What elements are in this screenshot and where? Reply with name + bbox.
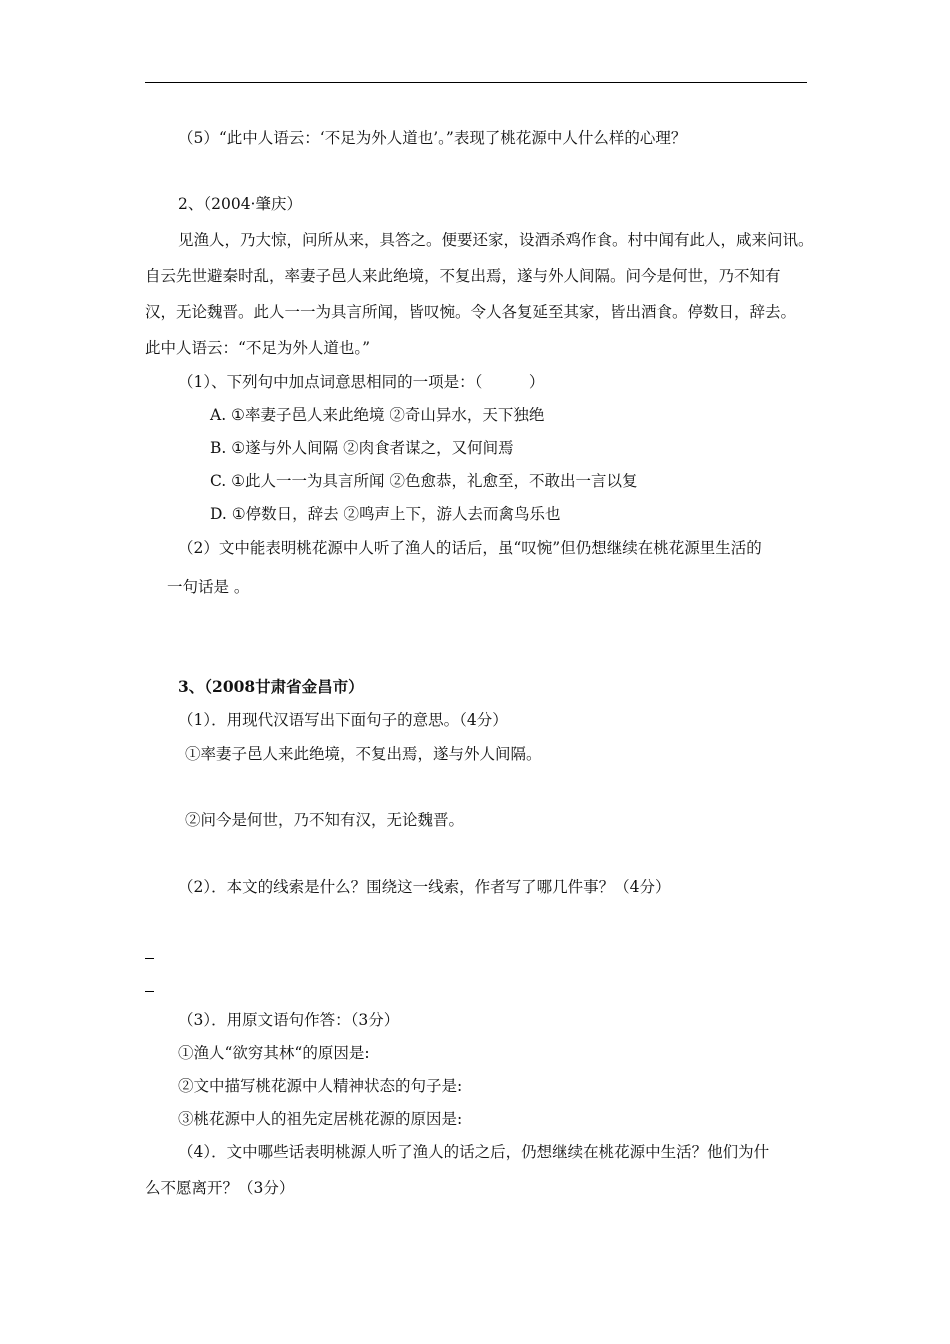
passage-line: 汉，无论魏晋。此人一一为具言所闻，皆叹惋。令人各复延至其家，皆出酒食。停数日，辞去。 — [145, 303, 797, 321]
section-3-heading: 3、（2008甘肃省金昌市） — [178, 677, 364, 696]
passage-line: 此中人语云：“不足为外人道也。” — [145, 339, 371, 357]
sentence-2: ②问今是何世，乃不知有汉，无论魏晋。 — [185, 811, 465, 829]
section-2-question-1: （1）、下列句中加点词意思相同的一项是：（ ） — [178, 373, 545, 391]
answer-blank-mark — [145, 991, 154, 992]
option-c: C. ①此人一一为具言所闻 ②色愈恭，礼愈至，不敢出一言以复 — [210, 472, 638, 490]
option-d: D. ①停数日，辞去 ②鸣声上下，游人去而禽鸟乐也 — [210, 505, 561, 523]
section-3-question-4: （4）．文中哪些话表明桃源人听了渔人的话之后，仍想继续在桃花源中生活？他们为什 — [178, 1143, 770, 1161]
sentence-1: ①率妻子邑人来此绝境，不复出焉，遂与外人间隔。 — [185, 745, 542, 763]
question-3-item-2: ②文中描写桃花源中人精神状态的句子是: — [178, 1077, 463, 1095]
section-2-question-2-cont: 一句话是 。 — [167, 578, 250, 596]
section-3-question-3: （3）．用原文语句作答：（3分） — [178, 1011, 400, 1029]
passage-line: 自云先世避秦时乱，率妻子邑人来此绝境，不复出焉，遂与外人间隔。问今是何世，乃不知有 — [145, 267, 781, 285]
header-rule — [145, 82, 807, 83]
question-1-5: （5）“此中人语云：‘不足为外人道也’。”表现了桃花源中人什么样的心理？ — [178, 129, 687, 147]
answer-blank-mark — [145, 958, 154, 959]
passage-line: 见渔人，乃大惊，问所从来，具答之。便要还家，设酒杀鸡作食。村中闻有此人，咸来问讯。 — [178, 231, 814, 249]
section-3-question-2: （2）．本文的线索是什么？围绕这一线索，作者写了哪几件事？（4分） — [178, 878, 671, 896]
option-a: A. ①率妻子邑人来此绝境 ②奇山异水，天下独绝 — [210, 406, 545, 424]
section-3-question-1: （1）．用现代汉语写出下面句子的意思。（4分） — [178, 711, 508, 729]
question-3-item-3: ③桃花源中人的祖先定居桃花源的原因是: — [178, 1110, 463, 1128]
section-2-heading: 2、（2004·肇庆） — [178, 195, 302, 213]
question-3-item-1: ①渔人“欲穷其林“的原因是: — [178, 1044, 370, 1062]
section-3-question-4-cont: 么不愿离开？（3分） — [145, 1179, 295, 1197]
option-b: B. ①遂与外人间隔 ②肉食者谋之，又何间焉 — [210, 439, 514, 457]
section-2-question-2: （2）文中能表明桃花源中人听了渔人的话后，虽“叹惋”但仍想继续在桃花源里生活的 — [178, 539, 762, 557]
